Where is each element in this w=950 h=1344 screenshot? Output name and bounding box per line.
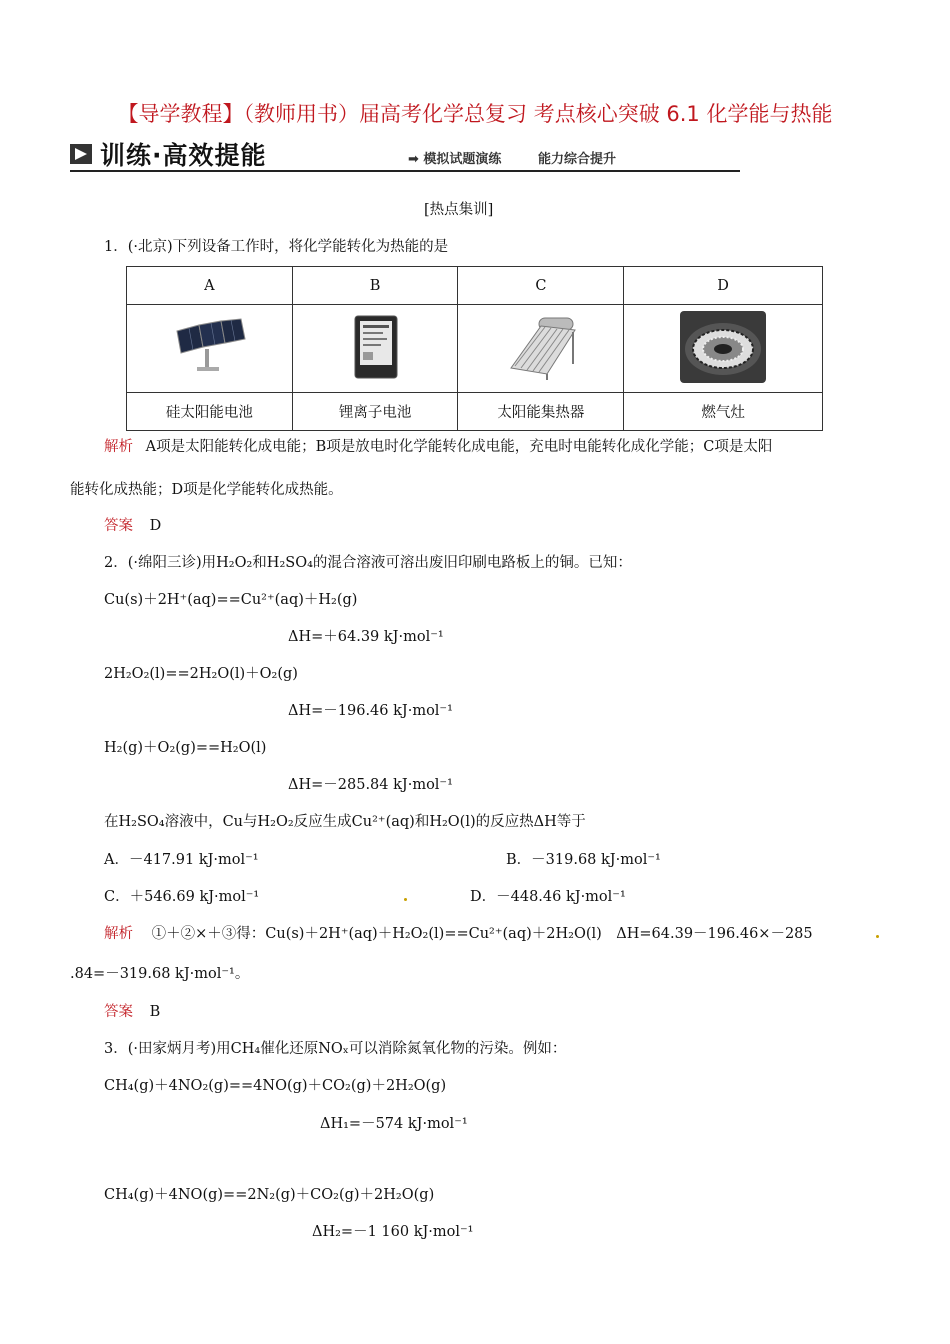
analysis-tag: 解析 (104, 926, 133, 942)
q2-option-c: C．＋546.69 kJ·mol⁻¹ (104, 889, 260, 905)
q1-answer-value: D (149, 518, 162, 534)
q1-stem: 1．(·北京)下列设备工作时，将化学能转化为热能的是 (104, 239, 449, 255)
q2-answer (104, 1000, 160, 1021)
table-label-d: 燃气灶 (624, 393, 823, 431)
banner-title: 训练·高效提能 (100, 141, 267, 170)
q2-analysis-text-2: .84=－319.68 kJ·mol⁻¹。 (70, 966, 250, 982)
q2-option-d: D．－448.46 kJ·mol⁻¹ (470, 889, 626, 905)
mark-dot (404, 898, 407, 901)
q2-equation-3: H₂(g)＋O₂(g)==H₂O(l) (104, 740, 267, 756)
q2-analysis-text-1: ①＋②×＋③得：Cu(s)＋2H⁺(aq)＋H₂O₂(l)==Cu²⁺(aq)＋2H₂O(l) ΔH=64.39－196.46×－285 (151, 926, 813, 942)
solar-water-heater-image (458, 305, 624, 393)
q1-options-table (126, 266, 823, 431)
page-title: 【导学教程】（教师用书）届高考化学总复习 考点核心突破 6.1 化学能与热能 (117, 102, 833, 126)
mark-dot (876, 935, 879, 938)
gas-stove-image (624, 305, 823, 393)
q2-question: 在H₂SO₄溶液中，Cu与H₂O₂反应生成Cu²⁺(aq)和H₂O(l)的反应热ΔH等于 (104, 814, 586, 830)
q2-enthalpy-1: ΔH=＋64.39 kJ·mol⁻¹ (288, 629, 444, 645)
q2-option-a: A．－417.91 kJ·mol⁻¹ (104, 852, 259, 868)
q2-option-b: B．－319.68 kJ·mol⁻¹ (506, 852, 661, 868)
q2-stem: 2．(·绵阳三诊)用H₂O₂和H₂SO₄的混合溶液可溶出废旧印刷电路板上的铜。已知： (104, 555, 632, 571)
table-header-c: C (458, 267, 624, 305)
banner-subtitle-1: ➡ 模拟试题演练 (408, 152, 502, 167)
section-heading: [热点集训] (424, 202, 494, 218)
play-arrow-icon (70, 144, 92, 164)
banner-subtitle-2: 能力综合提升 (538, 152, 617, 167)
table-header-d: D (624, 267, 823, 305)
table-label-a: 硅太阳能电池 (127, 393, 293, 431)
q2-enthalpy-3: ΔH=－285.84 kJ·mol⁻¹ (288, 777, 453, 793)
section-banner (70, 136, 740, 172)
answer-tag: 答案 (104, 518, 133, 534)
q2-answer-value: B (149, 1004, 161, 1020)
q3-equation-2: CH₄(g)＋4NO(g)==2N₂(g)＋CO₂(g)＋2H₂O(g) (104, 1187, 435, 1203)
analysis-tag: 解析 (104, 439, 133, 455)
silicon-solar-panel-image (127, 305, 293, 393)
q1-answer (104, 514, 161, 535)
q3-enthalpy-2: ΔH₂=－1 160 kJ·mol⁻¹ (312, 1224, 474, 1240)
table-header-b: B (292, 267, 458, 305)
lithium-ion-battery-image (292, 305, 458, 393)
q3-stem: 3．(·田家炳月考)用CH₄催化还原NOₓ可以消除氮氧化物的污染。例如： (104, 1041, 567, 1057)
answer-tag: 答案 (104, 1004, 133, 1020)
q1-analysis (104, 435, 772, 456)
table-header-a: A (127, 267, 293, 305)
q3-equation-1: CH₄(g)＋4NO₂(g)==4NO(g)＋CO₂(g)＋2H₂O(g) (104, 1078, 447, 1094)
q2-analysis (104, 922, 813, 943)
q2-equation-1: Cu(s)＋2H⁺(aq)==Cu²⁺(aq)＋H₂(g) (104, 592, 358, 608)
table-label-c: 太阳能集热器 (458, 393, 624, 431)
q3-enthalpy-1: ΔH₁=－574 kJ·mol⁻¹ (320, 1116, 468, 1132)
q1-analysis-text-2: 能转化成热能；D项是化学能转化成热能。 (70, 482, 343, 498)
table-label-b: 锂离子电池 (292, 393, 458, 431)
q2-equation-2: 2H₂O₂(l)==2H₂O(l)＋O₂(g) (104, 666, 298, 682)
q2-enthalpy-2: ΔH=－196.46 kJ·mol⁻¹ (288, 703, 453, 719)
q1-analysis-text-1: A项是太阳能转化成电能；B项是放电时化学能转化成电能，充电时电能转化成化学能；C项是太阳 (145, 439, 773, 455)
